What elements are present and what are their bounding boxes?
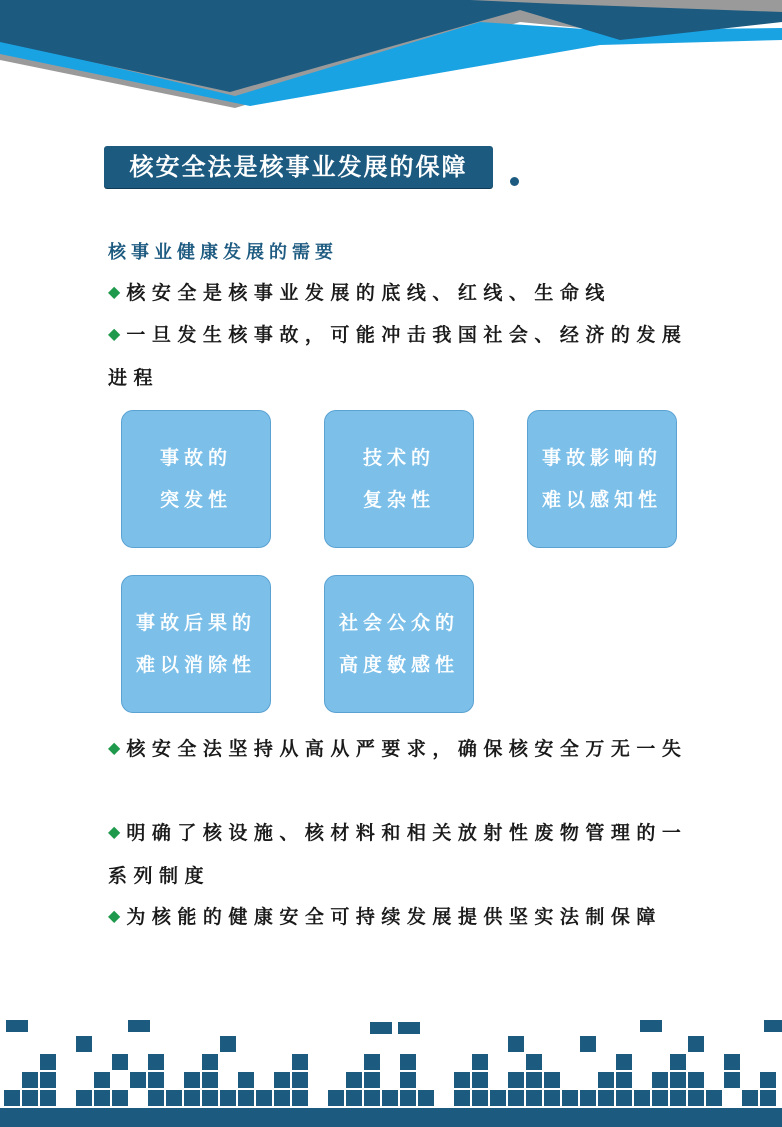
pixel-block xyxy=(40,1072,56,1088)
pixel-block xyxy=(400,1072,416,1088)
pixel-block xyxy=(274,1090,290,1106)
page-title: 核安全法是核事业发展的保障 xyxy=(104,146,493,188)
bullet-item xyxy=(108,896,698,939)
pixel-block xyxy=(472,1054,488,1070)
bullet-item xyxy=(108,812,698,897)
pixel-block xyxy=(418,1090,434,1106)
bullet-item xyxy=(108,314,698,399)
card-line: 突发性 xyxy=(159,489,232,511)
pixel-block xyxy=(238,1072,254,1088)
pixel-block xyxy=(688,1072,704,1088)
pixel-block xyxy=(760,1090,776,1106)
pixel-block xyxy=(760,1072,776,1088)
pixel-block xyxy=(688,1090,704,1106)
diamond-icon: ◆ xyxy=(108,324,121,343)
pixel-block xyxy=(292,1072,308,1088)
pixel-block xyxy=(526,1090,542,1106)
card-line: 事故影响的 xyxy=(541,447,662,469)
pixel-block xyxy=(580,1090,596,1106)
pixel-block xyxy=(94,1072,110,1088)
pixel-block xyxy=(202,1090,218,1106)
pixel-block xyxy=(454,1072,470,1088)
card-line: 社会公众的 xyxy=(338,612,459,634)
pixel-block xyxy=(76,1090,92,1106)
pixel-block xyxy=(220,1036,236,1052)
card-line: 复杂性 xyxy=(362,489,435,511)
pixel-block xyxy=(292,1054,308,1070)
pixel-block xyxy=(490,1090,506,1106)
pixel-block xyxy=(292,1090,308,1106)
pixel-block xyxy=(22,1072,38,1088)
pixel-block xyxy=(652,1072,668,1088)
pixel-block xyxy=(184,1090,200,1106)
pixel-block xyxy=(256,1090,272,1106)
pixel-block xyxy=(562,1090,578,1106)
pixel-block xyxy=(128,1020,150,1032)
title-dot xyxy=(510,177,519,186)
pixel-block xyxy=(400,1090,416,1106)
bullet-text: 明确了核设施、核材料和相关放射性废物管理的一系列制度 xyxy=(108,822,688,887)
pixel-block xyxy=(580,1036,596,1052)
pixel-block xyxy=(220,1090,236,1106)
diamond-icon: ◆ xyxy=(108,738,121,757)
pixel-block xyxy=(148,1090,164,1106)
diamond-icon: ◆ xyxy=(108,282,121,301)
bullet-text: 核安全是核事业发展的底线、红线、生命线 xyxy=(126,282,611,304)
pixel-block xyxy=(382,1090,398,1106)
pixel-block xyxy=(0,1108,782,1127)
pixel-block xyxy=(508,1072,524,1088)
card-line: 难以消除性 xyxy=(135,654,256,676)
pixel-block xyxy=(370,1022,392,1034)
pixel-block xyxy=(76,1036,92,1052)
pixel-block xyxy=(670,1054,686,1070)
pixel-block xyxy=(670,1072,686,1088)
pixel-block xyxy=(742,1090,758,1106)
pixel-block xyxy=(526,1054,542,1070)
pixel-block xyxy=(634,1090,650,1106)
bullet-text: 核安全法坚持从高从严要求，确保核安全万无一失 xyxy=(126,738,688,760)
pixel-block xyxy=(94,1090,110,1106)
pixel-block xyxy=(364,1072,380,1088)
pixel-block xyxy=(544,1072,560,1088)
pixel-block xyxy=(148,1054,164,1070)
pixel-block xyxy=(202,1054,218,1070)
pixel-block xyxy=(598,1090,614,1106)
diamond-icon: ◆ xyxy=(108,822,121,841)
top-decoration xyxy=(0,0,782,110)
pixel-block xyxy=(616,1090,632,1106)
bullet-item xyxy=(108,728,698,771)
card-line: 事故后果的 xyxy=(135,612,256,634)
card-line: 事故的 xyxy=(159,447,232,469)
pixel-block xyxy=(22,1090,38,1106)
pixel-block xyxy=(364,1090,380,1106)
section-heading: 核事业健康发展的需要 xyxy=(108,242,338,263)
card-line: 技术的 xyxy=(362,447,435,469)
pixel-block xyxy=(398,1022,420,1034)
pixel-block xyxy=(40,1090,56,1106)
feature-card xyxy=(527,410,677,548)
pixel-block xyxy=(724,1072,740,1088)
pixel-block xyxy=(706,1090,722,1106)
diamond-icon: ◆ xyxy=(108,906,121,925)
pixel-block xyxy=(688,1036,704,1052)
feature-card xyxy=(324,410,474,548)
pixel-block xyxy=(454,1090,470,1106)
pixel-block xyxy=(508,1036,524,1052)
pixel-block xyxy=(40,1054,56,1070)
pixel-block xyxy=(148,1072,164,1088)
pixel-block xyxy=(346,1072,362,1088)
pixel-block xyxy=(544,1090,560,1106)
pixel-block xyxy=(526,1072,542,1088)
pixel-block xyxy=(598,1072,614,1088)
pixel-block xyxy=(724,1054,740,1070)
pixel-block xyxy=(346,1090,362,1106)
pixel-block xyxy=(400,1054,416,1070)
pixel-block xyxy=(166,1090,182,1106)
pixel-block xyxy=(472,1090,488,1106)
feature-card xyxy=(324,575,474,713)
feature-card xyxy=(121,410,271,548)
pixel-block xyxy=(616,1072,632,1088)
pixel-block xyxy=(238,1090,254,1106)
pixel-block xyxy=(130,1072,146,1088)
bullet-text: 一旦发生核事故，可能冲击我国社会、经济的发展进程 xyxy=(108,324,688,389)
pixel-block xyxy=(640,1020,662,1032)
feature-card xyxy=(121,575,271,713)
pixel-block xyxy=(4,1090,20,1106)
pixel-block xyxy=(112,1054,128,1070)
pixel-block xyxy=(6,1020,28,1032)
pixel-block xyxy=(328,1090,344,1106)
pixel-block xyxy=(184,1072,200,1088)
card-line: 难以感知性 xyxy=(541,489,662,511)
pixel-block xyxy=(472,1072,488,1088)
pixel-block xyxy=(112,1090,128,1106)
pixel-block xyxy=(764,1020,782,1032)
pixel-block xyxy=(652,1090,668,1106)
pixel-block xyxy=(616,1054,632,1070)
bullet-item xyxy=(108,272,698,315)
pixel-block xyxy=(364,1054,380,1070)
pixel-block xyxy=(202,1072,218,1088)
pixel-block xyxy=(508,1090,524,1106)
bottom-pixel-decoration xyxy=(0,1020,782,1127)
pixel-block xyxy=(274,1072,290,1088)
pixel-block xyxy=(670,1090,686,1106)
card-line: 高度敏感性 xyxy=(338,654,459,676)
bullet-text: 为核能的健康安全可持续发展提供坚实法制保障 xyxy=(126,906,662,928)
